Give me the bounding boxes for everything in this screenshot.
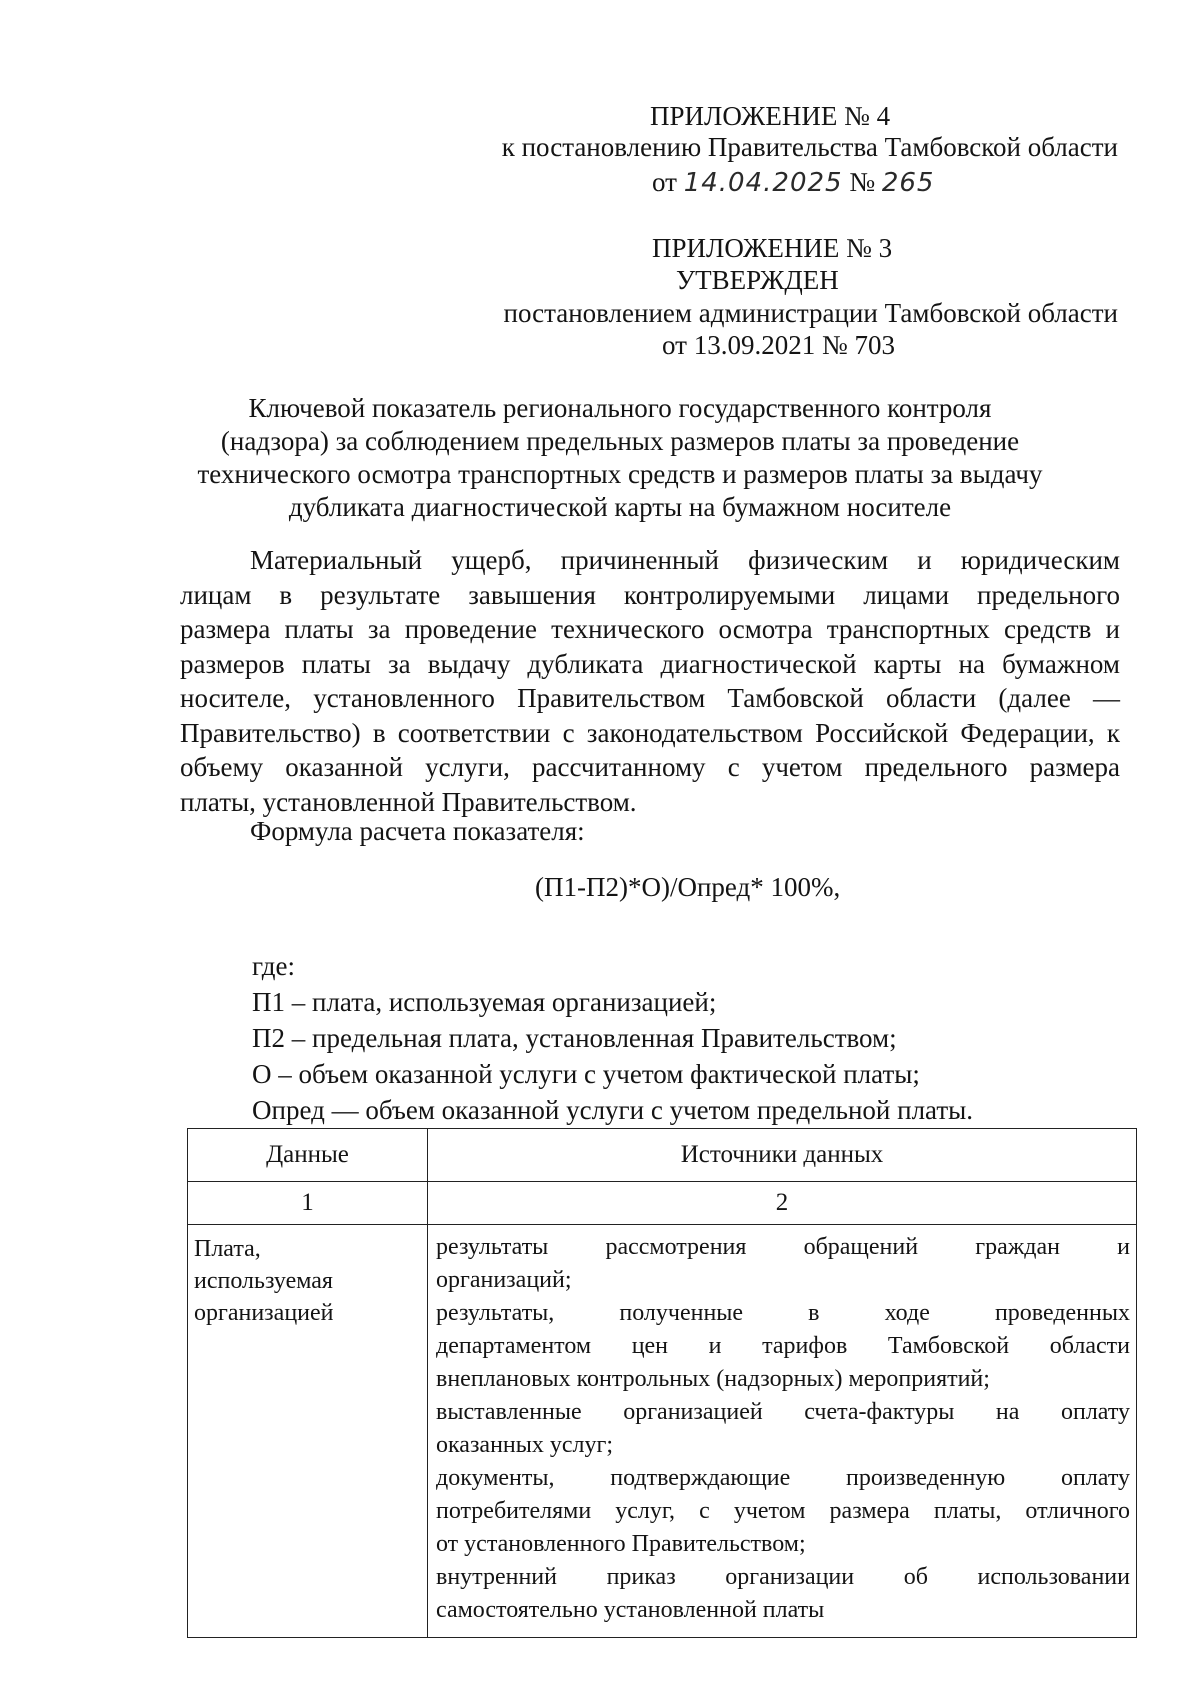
appendix-4-number-label: №	[849, 167, 876, 197]
source-line: результаты, полученные в ходе проведенных	[436, 1300, 1130, 1326]
appendix-4-reference: к постановлению Правительства Тамбовской области	[501, 132, 1118, 162]
header-data: Данные	[188, 1129, 428, 1182]
title-line: технического осмотра транспортных средств и размеров платы за выдачу	[197, 459, 1043, 489]
appendix-4-handwritten-number: 265	[881, 168, 935, 198]
document-title	[180, 392, 1060, 524]
paragraph-line: носителе, установленного Правительством Тамбовской области (далее —	[180, 683, 1120, 713]
header-sources: Источники данных	[428, 1129, 1137, 1182]
row-label-cell	[188, 1225, 428, 1638]
table-header-row	[188, 1129, 1137, 1182]
title-line: Ключевой показатель регионального государственного контроля	[248, 393, 992, 423]
definition-item: Опред — объем оказанной услуги с учетом предельной платы.	[252, 1095, 974, 1125]
paragraph-line: Материальный ущерб, причиненный физическим и юридическим	[250, 545, 1120, 575]
source-line: организаций;	[436, 1267, 572, 1293]
column-number: 2	[428, 1182, 1137, 1225]
row-sources-cell	[428, 1225, 1137, 1638]
formula-label: Формула расчета показателя:	[250, 816, 585, 846]
appendix-3-reference: постановлением администрации Тамбовской области	[503, 298, 1118, 328]
appendix-4-title: ПРИЛОЖЕНИЕ № 4	[650, 101, 891, 131]
source-line: оказанных услуг;	[436, 1432, 614, 1458]
formula: (П1-П2)*О)/Опред* 100%,	[535, 872, 841, 902]
source-line: результаты рассмотрения обращений граждан и	[436, 1234, 1130, 1260]
source-line: самостоятельно установленной платы	[436, 1597, 825, 1623]
table-row	[188, 1225, 1137, 1638]
formula-definitions	[252, 948, 973, 1128]
approved-label: УТВЕРЖДЕН	[676, 265, 839, 295]
data-sources-table	[187, 1128, 1137, 1638]
source-line: департаментом цен и тарифов Тамбовской области	[436, 1333, 1130, 1359]
definition-item: П1 – плата, используемая организацией;	[252, 987, 717, 1017]
source-line: потребителями услуг, с учетом размера платы, отличного	[436, 1498, 1130, 1524]
source-line: выставленные организацией счета-фактуры на оплату	[436, 1399, 1130, 1425]
source-line: внеплановых контрольных (надзорных) мероприятий;	[436, 1366, 990, 1392]
paragraph-line: Правительство) в соответствии с законодательством Российской Федерации, к	[180, 717, 1120, 748]
row-label-line: Плата,	[194, 1236, 261, 1262]
source-line: документы, подтверждающие произведенную оплату	[436, 1465, 1130, 1491]
main-paragraph	[180, 543, 1120, 819]
definitions-intro: где:	[252, 951, 295, 981]
source-line: от установленного Правительством;	[436, 1531, 806, 1557]
appendix-4-date-line	[652, 166, 934, 199]
title-line: (надзора) за соблюдением предельных размеров платы за проведение	[220, 426, 1020, 456]
row-label-line: организацией	[194, 1300, 334, 1326]
paragraph-line: лицам в результате завышения контролируемыми лицами предельного	[180, 579, 1120, 610]
paragraph-line: платы, установленной Правительством.	[180, 786, 637, 817]
paragraph-line: размеров платы за выдачу дубликата диагностической карты на бумажном	[180, 648, 1120, 679]
title-line: дубликата диагностической карты на бумажном носителе	[288, 492, 952, 522]
paragraph-line: объему оказанной услуги, рассчитанному с учетом предельного размера	[180, 752, 1120, 782]
row-label-line: используемая	[194, 1268, 333, 1294]
appendix-3-title: ПРИЛОЖЕНИЕ № 3	[652, 233, 893, 263]
appendix-4-handwritten-date: 14.04.2025	[683, 168, 843, 198]
paragraph-line: размера платы за проведение технического осмотра транспортных средств и	[180, 614, 1120, 644]
column-number: 1	[188, 1182, 428, 1225]
definition-item: О – объем оказанной услуги с учетом фактической платы;	[252, 1059, 920, 1089]
appendix-3-date: от 13.09.2021 № 703	[662, 330, 895, 360]
source-line: внутренний приказ организации об использовании	[436, 1564, 1130, 1590]
table-number-row	[188, 1182, 1137, 1225]
appendix-4-from: от	[652, 167, 677, 197]
definition-item: П2 – предельная плата, установленная Правительством;	[252, 1023, 897, 1053]
